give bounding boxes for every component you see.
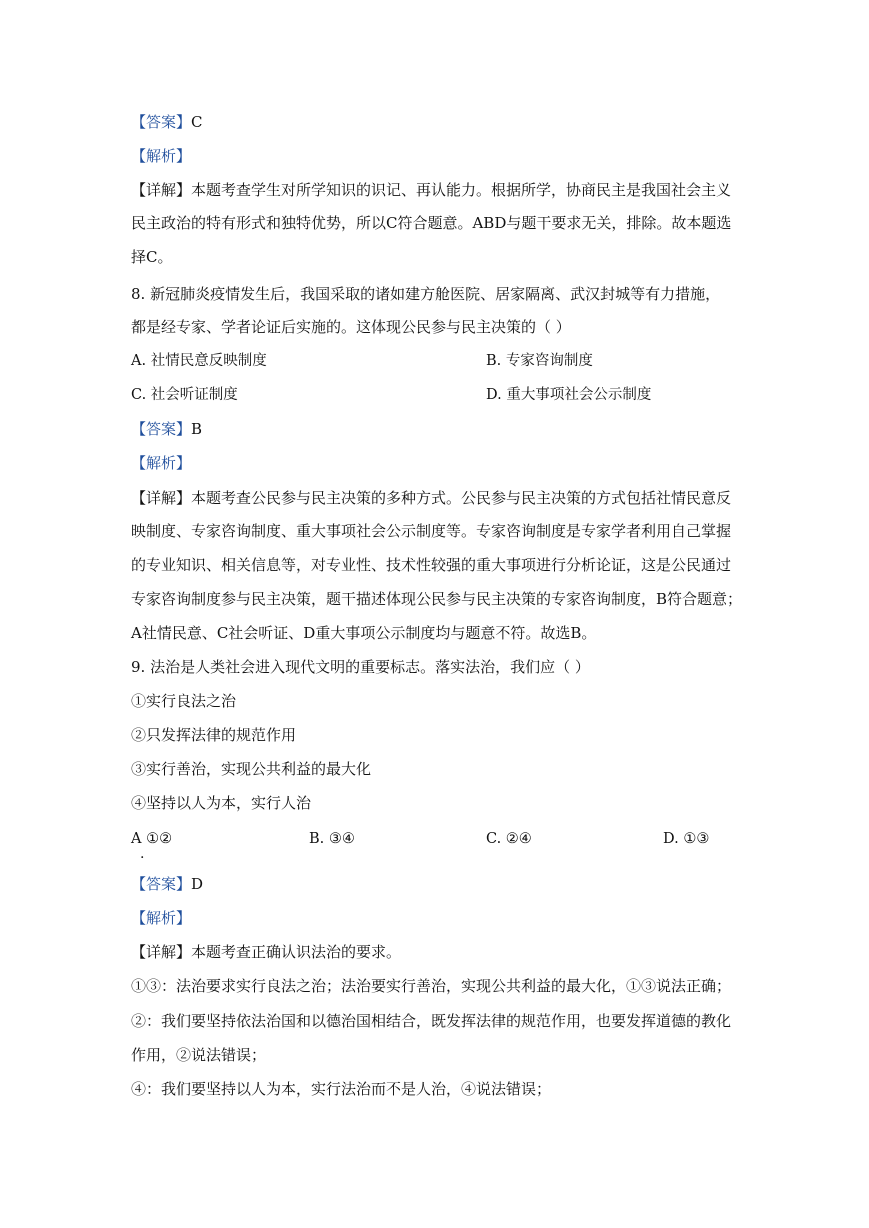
statement-item: ②只发挥法律的规范作用: [131, 726, 297, 744]
option-d: D. ①③: [663, 831, 710, 847]
statement-item: ①实行良法之治: [131, 692, 237, 710]
analysis-tag: 【解析】: [131, 147, 192, 165]
answer-value: B: [191, 420, 203, 438]
detail-line: A社情民意、C社会听证、D重大事项公示制度均与题意不符。故选B。: [131, 624, 597, 642]
detail-text: 本题考查正确认识法治的要求。: [191, 943, 402, 961]
detail-line: ④：我们要坚持以人为本，实行法治而不是人治，④说法错误；: [131, 1080, 552, 1098]
detail-line: ②：我们要坚持依法治国和以德治国相结合，既发挥法律的规范作用，也要发挥道德的教化: [131, 1012, 732, 1030]
statement-item: ④坚持以人为本，实行人治: [131, 794, 312, 812]
analysis-tag: 【解析】: [131, 454, 192, 472]
option-b: B. 专家咨询制度: [486, 353, 593, 369]
option-c: C. ②④: [486, 831, 532, 847]
detail-line: 择C。: [131, 248, 173, 266]
option-a: A. 社情民意反映制度: [131, 353, 267, 369]
option-a-dot: .: [140, 846, 145, 862]
option-d: D. 重大事项社会公示制度: [486, 387, 652, 403]
detail-tag: 【详解】: [131, 181, 192, 199]
detail-line: [131, 488, 731, 508]
answer-value: C: [191, 113, 203, 131]
detail-line: 作用，②说法错误；: [131, 1046, 267, 1064]
detail-line: [131, 180, 731, 200]
option-b: B. ③④: [309, 831, 355, 847]
option-c: C. 社会听证制度: [131, 387, 238, 403]
detail-line: [131, 942, 401, 962]
detail-line: 专家咨询制度参与民主决策，题干描述体现公民参与民主决策的专家咨询制度，B符合题意；: [131, 590, 743, 608]
answer-tag: 【答案】: [131, 420, 192, 438]
question-stem: 9. 法治是人类社会进入现代文明的重要标志。落实法治，我们应（ ）: [131, 658, 590, 676]
answer-tag: 【答案】: [131, 875, 192, 893]
detail-text: 本题考查公民参与民主决策的多种方式。公民参与民主决策的方式包括社情民意反: [191, 489, 732, 507]
question-stem: 8. 新冠肺炎疫情发生后，我国采取的诸如建方舱医院、居家隔离、武汉封城等有力措施，: [131, 285, 721, 303]
option-a: A ①②: [131, 831, 173, 847]
detail-tag: 【详解】: [131, 943, 192, 961]
statement-item: ③实行善治，实现公共利益的最大化: [131, 760, 372, 778]
answer-line: [131, 419, 202, 439]
answer-line: [131, 112, 203, 132]
answer-value: D: [191, 875, 204, 893]
detail-tag: 【详解】: [131, 489, 192, 507]
detail-line: ①③：法治要求实行良法之治；法治要实行善治，实现公共利益的最大化，①③说法正确；: [131, 977, 732, 995]
detail-line: 映制度、专家咨询制度、重大事项社会公示制度等。专家咨询制度是专家学者利用自己掌握: [131, 522, 732, 540]
detail-line: 民主政治的特有形式和独特优势，所以C符合题意。ABD与题干要求无关，排除。故本题选: [131, 214, 732, 232]
question-stem: 都是经专家、学者论证后实施的。这体现公民参与民主决策的（ ）: [131, 318, 571, 336]
detail-text: 本题考查学生对所学知识的识记、再认能力。根据所学，协商民主是我国社会主义: [191, 181, 732, 199]
detail-line: 的专业知识、相关信息等，对专业性、技术性较强的重大事项进行分析论证，这是公民通过: [131, 556, 732, 574]
answer-line: [131, 874, 203, 894]
answer-tag: 【答案】: [131, 113, 192, 131]
analysis-tag: 【解析】: [131, 909, 192, 927]
